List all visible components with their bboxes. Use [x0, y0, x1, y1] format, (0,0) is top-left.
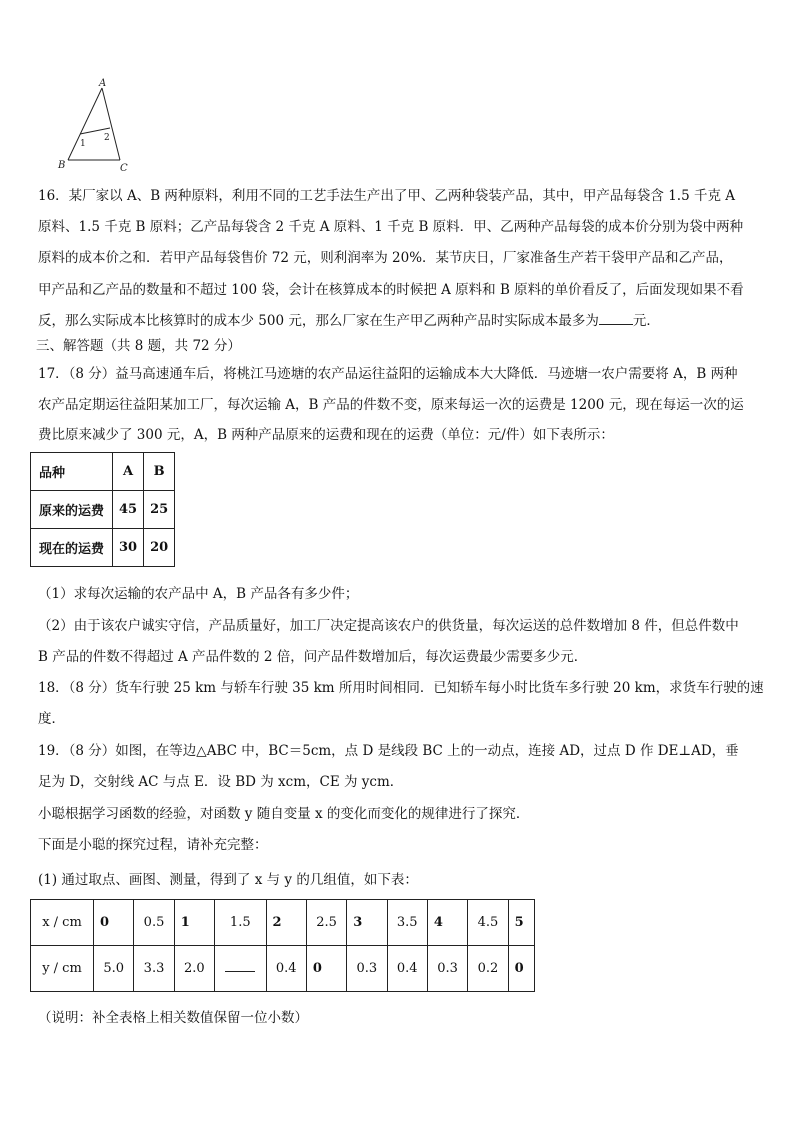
table-row-x	[31, 900, 535, 946]
y-cell: 0.4	[387, 946, 427, 992]
q16-line-5-text: 反，那么实际成本比核算时的成本少 500 元，那么厂家在生产甲乙两种产品时实际成本最多为	[38, 313, 599, 329]
q16-line-5-tail: 元．	[632, 313, 660, 329]
angle-label-1: 1	[80, 139, 86, 149]
y-cell: 0.2	[468, 946, 508, 992]
angle-label-2: 2	[104, 133, 110, 143]
y-cell: 2.0	[174, 946, 214, 992]
x-cell: 4	[427, 900, 467, 946]
q17-line-3: 费比原来减少了 300 元，A，B 两种产品原来的运费和现在的运费（单位：元/件）如下表所示：	[38, 427, 614, 443]
q16-line-3: 原料的成本价之和．若甲产品每袋售价 72 元，则利润率为 20%．某节庆日，厂家准备生产若干袋甲产品和乙产品，	[38, 250, 733, 266]
q19-line-5: (1) 通过取点、画图、测量，得到了 x 与 y 的几组值，如下表：	[38, 872, 418, 888]
q19-line-2: 足为 D，交射线 AC 与点 E．设 BD 为 xcm，CE 为 ycm．	[38, 774, 404, 790]
label-c: C	[120, 163, 128, 174]
answer-blank[interactable]	[225, 971, 255, 972]
q17-sub-2-line-2: B 产品的件数不得超过 A 产品件数的 2 倍，问产品件数增加后，每次运费最少需要多少元．	[38, 649, 588, 665]
table-row	[31, 453, 175, 491]
label-b: B	[58, 160, 66, 171]
y-cell: 0	[508, 946, 534, 992]
table-row-y	[31, 946, 535, 992]
triangle-figure	[50, 78, 140, 178]
table-cell: 原来的运费	[31, 491, 113, 529]
table-cell: 25	[144, 491, 175, 529]
y-cell: 0.3	[427, 946, 467, 992]
table-row	[31, 529, 175, 567]
side-ac	[102, 88, 120, 160]
q19-line-4: 下面是小聪的探究过程，请补充完整：	[38, 837, 268, 853]
q19-line-3: 小聪根据学习函数的经验，对函数 y 随自变量 x 的变化而变化的规律进行了探究．	[38, 806, 530, 822]
x-cell: 1.5	[215, 900, 266, 946]
table-header-cell: A	[113, 453, 144, 491]
q16-line-1: 16．某厂家以 A、B 两种原料，利用不同的工艺手法生产出了甲、乙两种袋装产品，其中，甲产品每袋含 1.5 千克 A	[38, 188, 736, 204]
q16-line-2: 原料、1.5 千克 B 原料；乙产品每袋含 2 千克 A 原料、1 千克 B 原料．甲、乙两种产品每袋的成本价分别为袋中两种	[38, 219, 744, 235]
y-cell: 5.0	[94, 946, 134, 992]
table-row	[31, 491, 175, 529]
y-label-cell: y / cm	[31, 946, 94, 992]
table-cell: 20	[144, 529, 175, 567]
table-cell: 30	[113, 529, 144, 567]
x-cell: 1	[174, 900, 214, 946]
y-cell: 0	[306, 946, 346, 992]
q17-sub-1: （1）求每次运输的农产品中 A，B 产品各有多少件；	[38, 586, 359, 602]
x-cell: 2	[266, 900, 306, 946]
x-cell: 3	[347, 900, 387, 946]
q17-sub-2-line-1: （2）由于该农户诚实守信，产品质量好，加工厂决定提高该农户的供货量，每次运送的总件数增加 8 件，但总件数中	[38, 618, 739, 634]
q17-line-2: 农产品定期运往益阳某加工厂，每次运输 A，B 产品的件数不变，原来每运一次的运费是 1200 元，现在每运一次的运	[38, 397, 744, 413]
y-blank-cell[interactable]	[215, 946, 266, 992]
x-label-cell: x / cm	[31, 900, 94, 946]
q17-line-1: 17．（8 分）益马高速通车后，将桃江马迹塘的农产品运往益阳的运输成本大大降低．马迹塘一农户需要将 A，B 两种	[38, 366, 738, 382]
table-header-cell: B	[144, 453, 175, 491]
section-header: 三、解答题（共 8 题，共 72 分）	[36, 338, 241, 354]
q19-line-1: 19．（8 分）如图，在等边△ABC 中，BC＝5cm，点 D 是线段 BC 上的一动点，连接 AD，过点 D 作 DE⊥AD，垂	[38, 743, 739, 759]
table-cell: 45	[113, 491, 144, 529]
answer-blank[interactable]	[599, 324, 633, 325]
x-cell: 2.5	[306, 900, 346, 946]
y-cell: 0.3	[347, 946, 387, 992]
freight-table	[30, 452, 175, 567]
x-cell: 0	[94, 900, 134, 946]
q19-note: （说明：补全表格上相关数值保留一位小数）	[38, 1010, 308, 1026]
x-cell: 4.5	[468, 900, 508, 946]
table-cell: 现在的运费	[31, 529, 113, 567]
x-cell: 3.5	[387, 900, 427, 946]
q18-line-2: 度．	[38, 711, 65, 727]
table-header-cell: 品种	[31, 453, 113, 491]
xy-table	[30, 899, 535, 992]
x-cell: 5	[508, 900, 534, 946]
q16-line-4: 甲产品和乙产品的数量和不超过 100 袋，会计在核算成本的时候把 A 原料和 B 原料的单价看反了，后面发现如果不看	[38, 282, 744, 298]
y-cell: 0.4	[266, 946, 306, 992]
y-cell: 3.3	[134, 946, 174, 992]
label-a: A	[99, 78, 107, 89]
side-ab	[68, 88, 102, 160]
x-cell: 0.5	[134, 900, 174, 946]
q16-line-5	[38, 311, 660, 331]
q18-line-1: 18．（8 分）货车行驶 25 km 与轿车行驶 35 km 所用时间相同．已知轿车每小时比货车多行驶 20 km，求货车行驶的速	[38, 680, 764, 696]
